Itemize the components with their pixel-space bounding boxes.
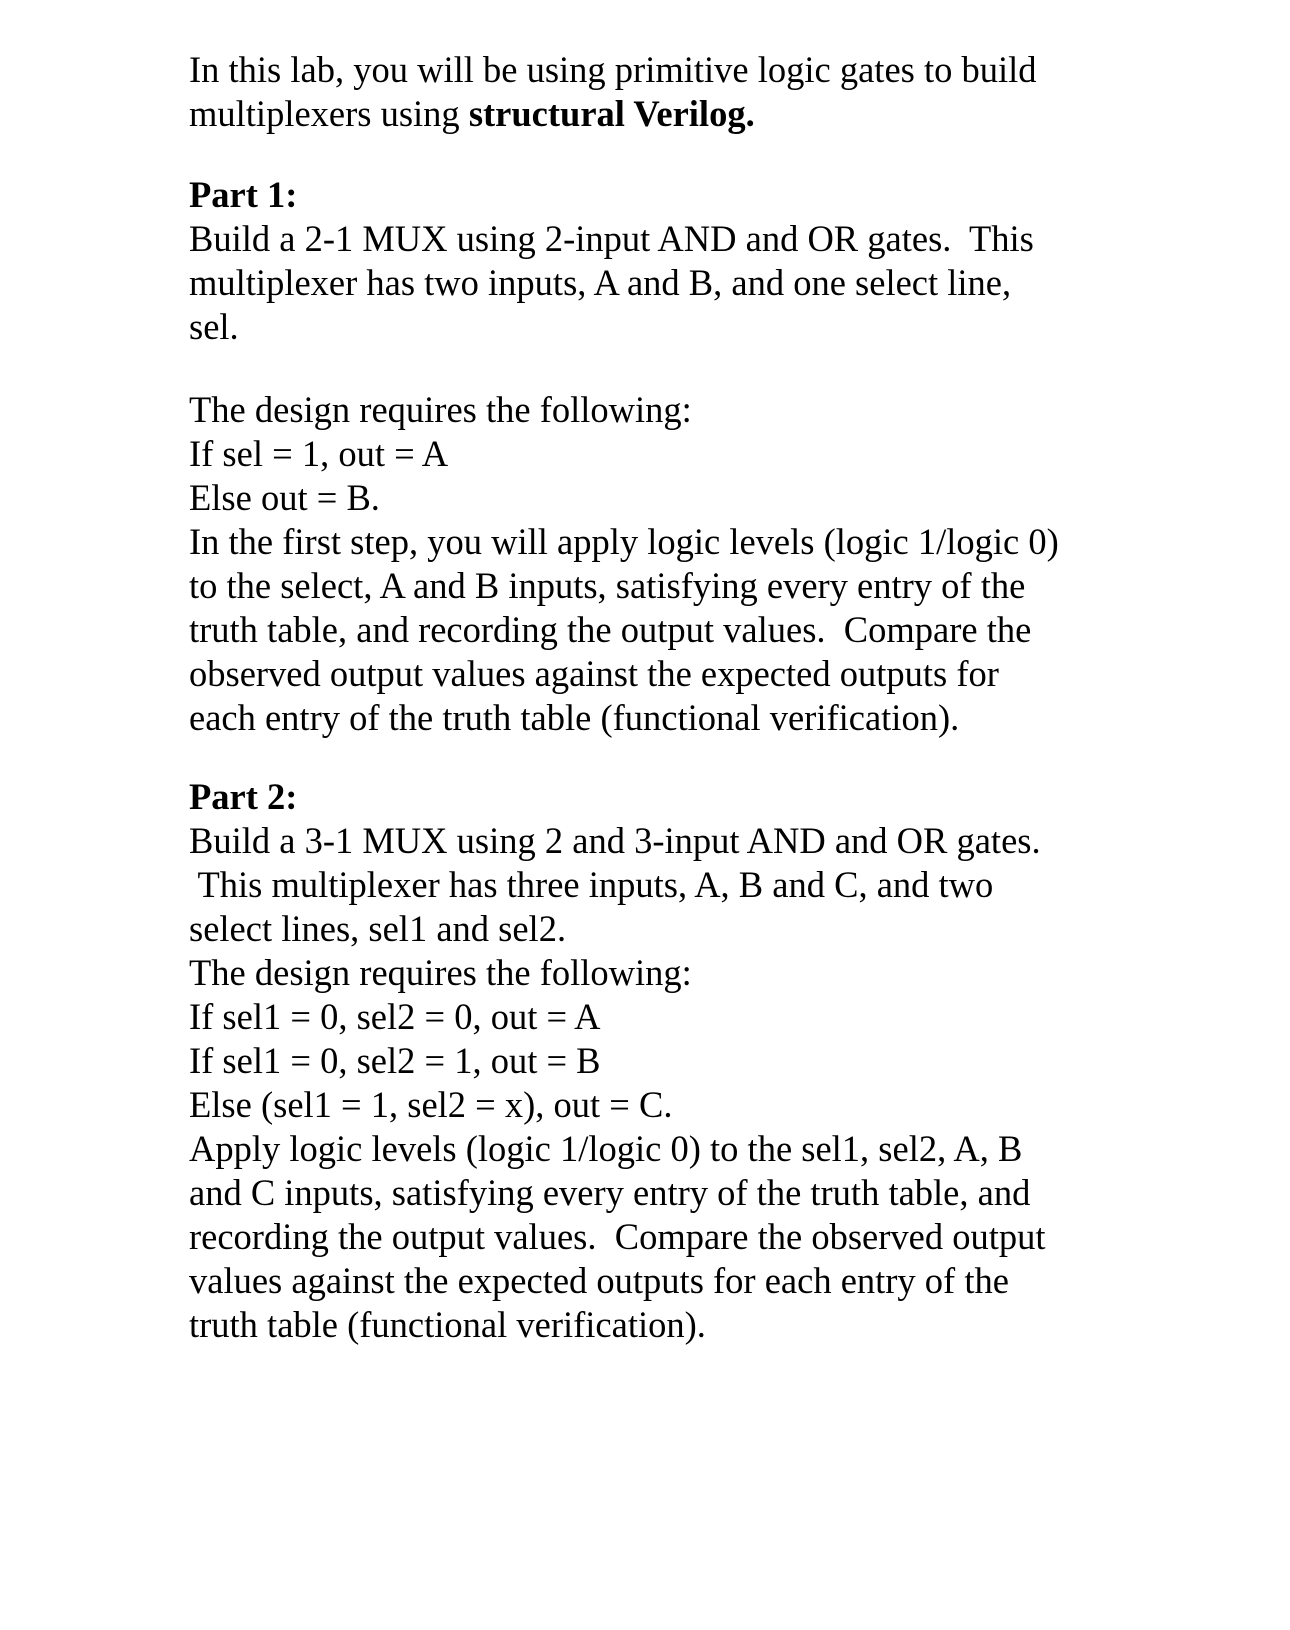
part2-description-line: This multiplexer has three inputs, A, B and C, and two (189, 864, 994, 905)
part1-instruction-line: In the first step, you will apply logic levels (logic 1/logic 0) (189, 521, 1059, 562)
part2-requirements-intro: The design requires the following: (189, 952, 692, 993)
part2-section (189, 775, 1189, 1347)
part1-requirement: If sel = 1, out = A (189, 433, 449, 474)
part2-requirement: If sel1 = 0, sel2 = 0, out = A (189, 996, 601, 1037)
part1-requirements-intro: The design requires the following: (189, 389, 692, 430)
part2-requirement: If sel1 = 0, sel2 = 1, out = B (189, 1040, 601, 1081)
part1-description-line: multiplexer has two inputs, A and B, and one select line, (189, 262, 1012, 303)
part2-instruction-line: values against the expected outputs for each entry of the (189, 1260, 1009, 1301)
part1-description-line: sel. (189, 306, 239, 347)
part2-instruction-line: Apply logic levels (logic 1/logic 0) to the sel1, sel2, A, B (189, 1128, 1023, 1169)
intro-text: multiplexers using (189, 93, 469, 134)
part2-instruction-line: and C inputs, satisfying every entry of the truth table, and (189, 1172, 1031, 1213)
spacer (189, 740, 1189, 775)
part1-requirement: Else out = B. (189, 477, 380, 518)
part1-description-line: Build a 2-1 MUX using 2-input AND and OR gates. This (189, 218, 1034, 259)
part2-heading: Part 2: (189, 776, 298, 817)
part2-description-line: Build a 3-1 MUX using 2 and 3-input AND and OR gates. (189, 820, 1041, 861)
part2-requirement: Else (sel1 = 1, sel2 = x), out = C. (189, 1084, 673, 1125)
intro-line: In this lab, you will be using primitive logic gates to build (189, 49, 1037, 90)
part1-section (189, 173, 1189, 740)
intro-line (189, 92, 1189, 136)
spacer (189, 136, 1189, 173)
part1-heading: Part 1: (189, 174, 298, 215)
intro-emphasis: structural Verilog. (468, 93, 755, 134)
part1-instruction-line: observed output values against the expected outputs for (189, 653, 999, 694)
part2-instruction-line: truth table (functional verification). (189, 1304, 706, 1345)
part1-instruction-line: truth table, and recording the output values. Compare the (189, 609, 1032, 650)
part1-instruction-line: to the select, A and B inputs, satisfying every entry of the (189, 565, 1026, 606)
intro-paragraph (189, 48, 1189, 136)
spacer (189, 349, 1189, 388)
part2-instruction-line: recording the output values. Compare the observed output (189, 1216, 1046, 1257)
part1-instruction-line: each entry of the truth table (functional verification). (189, 697, 960, 738)
lab-document (189, 48, 1189, 1347)
part2-description-line: select lines, sel1 and sel2. (189, 908, 567, 949)
